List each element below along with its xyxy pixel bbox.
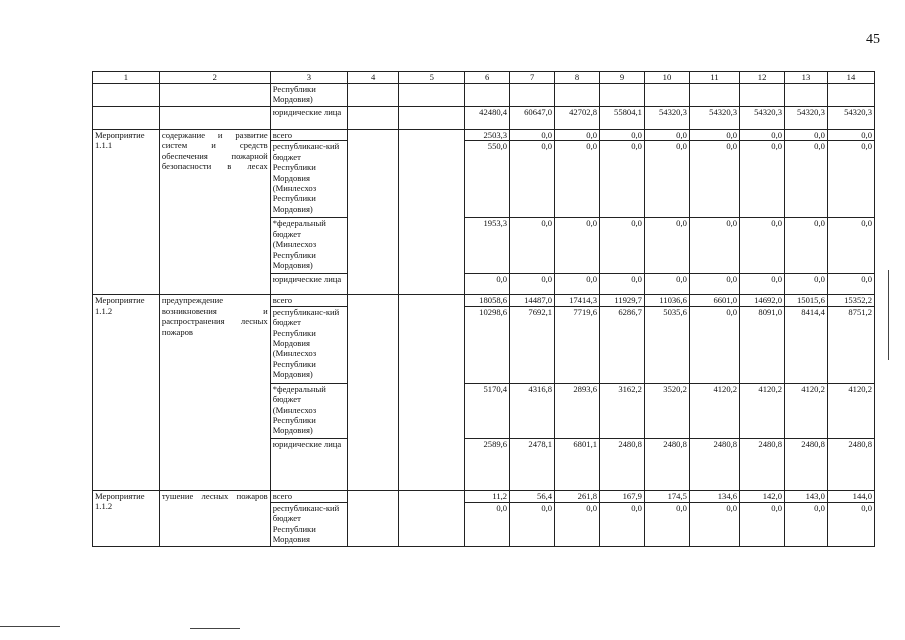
value-cell: 1953,3 bbox=[465, 218, 510, 274]
value-cell: 0,0 bbox=[510, 141, 555, 218]
value-cell: 10298,6 bbox=[465, 306, 510, 383]
value-cell bbox=[785, 84, 828, 107]
value-cell: 15352,2 bbox=[827, 295, 874, 306]
value-cell bbox=[644, 84, 689, 107]
value-cell: 2480,8 bbox=[785, 438, 828, 490]
value-cell bbox=[555, 84, 600, 107]
empty-cell bbox=[348, 107, 399, 130]
value-cell bbox=[689, 84, 739, 107]
value-cell: 54320,3 bbox=[689, 107, 739, 130]
value-cell: 4120,2 bbox=[827, 383, 874, 438]
value-cell: 54320,3 bbox=[827, 107, 874, 130]
value-cell: 0,0 bbox=[689, 141, 739, 218]
value-cell: 0,0 bbox=[785, 141, 828, 218]
measure-id-cell: Мероприятие 1.1.2 bbox=[93, 490, 160, 546]
value-cell: 0,0 bbox=[689, 274, 739, 295]
value-cell: 4316,8 bbox=[510, 383, 555, 438]
value-cell: 0,0 bbox=[510, 502, 555, 546]
budget-table bbox=[92, 71, 875, 547]
measure-id-cell: Мероприятие 1.1.1 bbox=[93, 130, 160, 295]
value-cell: 0,0 bbox=[644, 141, 689, 218]
value-cell: 0,0 bbox=[644, 130, 689, 141]
value-cell: 4120,2 bbox=[689, 383, 739, 438]
value-cell: 0,0 bbox=[555, 274, 600, 295]
value-cell: 8414,4 bbox=[785, 306, 828, 383]
value-cell: 8091,0 bbox=[740, 306, 785, 383]
value-cell: 0,0 bbox=[689, 130, 739, 141]
header-cell: 11 bbox=[689, 72, 739, 84]
funding-source-cell: всего bbox=[270, 295, 347, 306]
value-cell: 54320,3 bbox=[644, 107, 689, 130]
value-cell: 0,0 bbox=[827, 130, 874, 141]
value-cell: 2893,6 bbox=[555, 383, 600, 438]
value-cell: 0,0 bbox=[689, 218, 739, 274]
value-cell bbox=[740, 84, 785, 107]
measure-description-cell: содержание и развитие систем и средств обеспечения пожарной безопасности в лесах bbox=[159, 130, 270, 295]
value-cell: 134,6 bbox=[689, 490, 739, 502]
measure-description-cell: тушение лесных пожаров bbox=[159, 490, 270, 546]
funding-source-cell: *федеральный бюджет (Минлесхоз Республики Мордовия) bbox=[270, 383, 347, 438]
header-cell: 6 bbox=[465, 72, 510, 84]
value-cell: 0,0 bbox=[555, 218, 600, 274]
description-cell bbox=[159, 107, 270, 130]
header-cell: 13 bbox=[785, 72, 828, 84]
value-cell bbox=[600, 84, 645, 107]
value-cell: 2478,1 bbox=[510, 438, 555, 490]
empty-cell bbox=[348, 295, 399, 490]
value-cell: 17414,3 bbox=[555, 295, 600, 306]
value-cell: 0,0 bbox=[827, 502, 874, 546]
value-cell: 2503,3 bbox=[465, 130, 510, 141]
value-cell: 0,0 bbox=[465, 502, 510, 546]
value-cell: 56,4 bbox=[510, 490, 555, 502]
header-cell: 14 bbox=[827, 72, 874, 84]
page-number: 45 bbox=[866, 32, 880, 47]
description-cell bbox=[159, 84, 270, 107]
value-cell: 0,0 bbox=[740, 141, 785, 218]
funding-source-cell: юридические лица bbox=[270, 274, 347, 295]
scan-artifact-right bbox=[888, 270, 889, 360]
value-cell: 54320,3 bbox=[740, 107, 785, 130]
value-cell: 11929,7 bbox=[600, 295, 645, 306]
value-cell: 5035,6 bbox=[644, 306, 689, 383]
value-cell: 2589,6 bbox=[465, 438, 510, 490]
empty-cell bbox=[348, 84, 399, 107]
value-cell: 11036,6 bbox=[644, 295, 689, 306]
measure-cell bbox=[93, 84, 160, 107]
header-cell: 8 bbox=[555, 72, 600, 84]
value-cell: 11,2 bbox=[465, 490, 510, 502]
empty-cell bbox=[399, 107, 465, 130]
empty-cell bbox=[399, 84, 465, 107]
value-cell: 0,0 bbox=[740, 218, 785, 274]
value-cell: 0,0 bbox=[465, 274, 510, 295]
value-cell: 0,0 bbox=[510, 218, 555, 274]
funding-source-cell: юридические лица bbox=[270, 438, 347, 490]
value-cell: 54320,3 bbox=[785, 107, 828, 130]
value-cell: 8751,2 bbox=[827, 306, 874, 383]
value-cell: 3162,2 bbox=[600, 383, 645, 438]
value-cell: 0,0 bbox=[510, 130, 555, 141]
header-cell: 4 bbox=[348, 72, 399, 84]
empty-cell bbox=[348, 490, 399, 546]
value-cell: 144,0 bbox=[827, 490, 874, 502]
value-cell: 6286,7 bbox=[600, 306, 645, 383]
value-cell: 0,0 bbox=[827, 274, 874, 295]
value-cell: 0,0 bbox=[644, 274, 689, 295]
table-row bbox=[93, 107, 875, 130]
value-cell: 2480,8 bbox=[689, 438, 739, 490]
value-cell: 0,0 bbox=[644, 218, 689, 274]
header-cell: 10 bbox=[644, 72, 689, 84]
value-cell: 0,0 bbox=[689, 502, 739, 546]
header-cell: 5 bbox=[399, 72, 465, 84]
header-cell: 7 bbox=[510, 72, 555, 84]
value-cell: 550,0 bbox=[465, 141, 510, 218]
value-cell: 0,0 bbox=[827, 141, 874, 218]
value-cell: 2480,8 bbox=[644, 438, 689, 490]
funding-source-cell: юридические лица bbox=[270, 107, 347, 130]
measure-id-cell: Мероприятие 1.1.2 bbox=[93, 295, 160, 490]
value-cell: 0,0 bbox=[785, 130, 828, 141]
value-cell: 14487,0 bbox=[510, 295, 555, 306]
value-cell: 6801,1 bbox=[555, 438, 600, 490]
scan-artifact-bottom-mid bbox=[190, 628, 240, 629]
value-cell: 0,0 bbox=[600, 218, 645, 274]
value-cell: 0,0 bbox=[740, 130, 785, 141]
value-cell: 261,8 bbox=[555, 490, 600, 502]
funding-source-cell: республиканс-кий бюджет Республики Мордовия bbox=[270, 502, 347, 546]
value-cell: 4120,2 bbox=[785, 383, 828, 438]
value-cell: 15015,6 bbox=[785, 295, 828, 306]
header-row bbox=[93, 72, 875, 84]
value-cell: 2480,8 bbox=[740, 438, 785, 490]
value-cell bbox=[510, 84, 555, 107]
header-cell: 2 bbox=[159, 72, 270, 84]
funding-source-cell: всего bbox=[270, 130, 347, 141]
value-cell: 7719,6 bbox=[555, 306, 600, 383]
value-cell: 0,0 bbox=[555, 130, 600, 141]
empty-cell bbox=[348, 130, 399, 295]
value-cell: 0,0 bbox=[555, 502, 600, 546]
funding-source-cell: республиканс-кий бюджет Республики Мордовия (Минлесхоз Республики Мордовия) bbox=[270, 306, 347, 383]
value-cell: 0,0 bbox=[644, 502, 689, 546]
value-cell: 0,0 bbox=[689, 306, 739, 383]
table-row bbox=[93, 295, 875, 306]
value-cell: 4120,2 bbox=[740, 383, 785, 438]
value-cell: 0,0 bbox=[785, 502, 828, 546]
table-row bbox=[93, 84, 875, 107]
value-cell: 7692,1 bbox=[510, 306, 555, 383]
value-cell: 174,5 bbox=[644, 490, 689, 502]
value-cell: 0,0 bbox=[510, 274, 555, 295]
value-cell: 14692,0 bbox=[740, 295, 785, 306]
value-cell: 0,0 bbox=[785, 274, 828, 295]
value-cell: 0,0 bbox=[600, 502, 645, 546]
value-cell: 0,0 bbox=[740, 274, 785, 295]
value-cell: 0,0 bbox=[555, 141, 600, 218]
empty-cell bbox=[399, 295, 465, 490]
value-cell: 0,0 bbox=[600, 130, 645, 141]
value-cell bbox=[465, 84, 510, 107]
table-row bbox=[93, 490, 875, 502]
measure-cell bbox=[93, 107, 160, 130]
value-cell: 3520,2 bbox=[644, 383, 689, 438]
funding-source-cell: республиканс-кий бюджет Республики Мордовия (Минлесхоз Республики Мордовия) bbox=[270, 141, 347, 218]
value-cell: 5170,4 bbox=[465, 383, 510, 438]
funding-source-cell: *федеральный бюджет (Минлесхоз Республики Мордовия) bbox=[270, 218, 347, 274]
value-cell: 0,0 bbox=[600, 274, 645, 295]
value-cell: 142,0 bbox=[740, 490, 785, 502]
value-cell: 167,9 bbox=[600, 490, 645, 502]
value-cell: 0,0 bbox=[740, 502, 785, 546]
scan-artifact-bottom-left bbox=[0, 626, 60, 627]
funding-source-cell: Республики Мордовия) bbox=[270, 84, 347, 107]
measure-description-cell: предупреждение возникновения и распространения лесных пожаров bbox=[159, 295, 270, 490]
header-cell: 12 bbox=[740, 72, 785, 84]
value-cell: 55804,1 bbox=[600, 107, 645, 130]
header-cell: 1 bbox=[93, 72, 160, 84]
value-cell: 60647,0 bbox=[510, 107, 555, 130]
empty-cell bbox=[399, 130, 465, 295]
value-cell: 18058,6 bbox=[465, 295, 510, 306]
value-cell bbox=[827, 84, 874, 107]
value-cell: 2480,8 bbox=[827, 438, 874, 490]
value-cell: 42702,8 bbox=[555, 107, 600, 130]
value-cell: 143,0 bbox=[785, 490, 828, 502]
value-cell: 42480,4 bbox=[465, 107, 510, 130]
funding-source-cell: всего bbox=[270, 490, 347, 502]
empty-cell bbox=[399, 490, 465, 546]
value-cell: 0,0 bbox=[827, 218, 874, 274]
value-cell: 2480,8 bbox=[600, 438, 645, 490]
value-cell: 0,0 bbox=[785, 218, 828, 274]
header-cell: 3 bbox=[270, 72, 347, 84]
header-cell: 9 bbox=[600, 72, 645, 84]
value-cell: 0,0 bbox=[600, 141, 645, 218]
value-cell: 6601,0 bbox=[689, 295, 739, 306]
table-row bbox=[93, 130, 875, 141]
